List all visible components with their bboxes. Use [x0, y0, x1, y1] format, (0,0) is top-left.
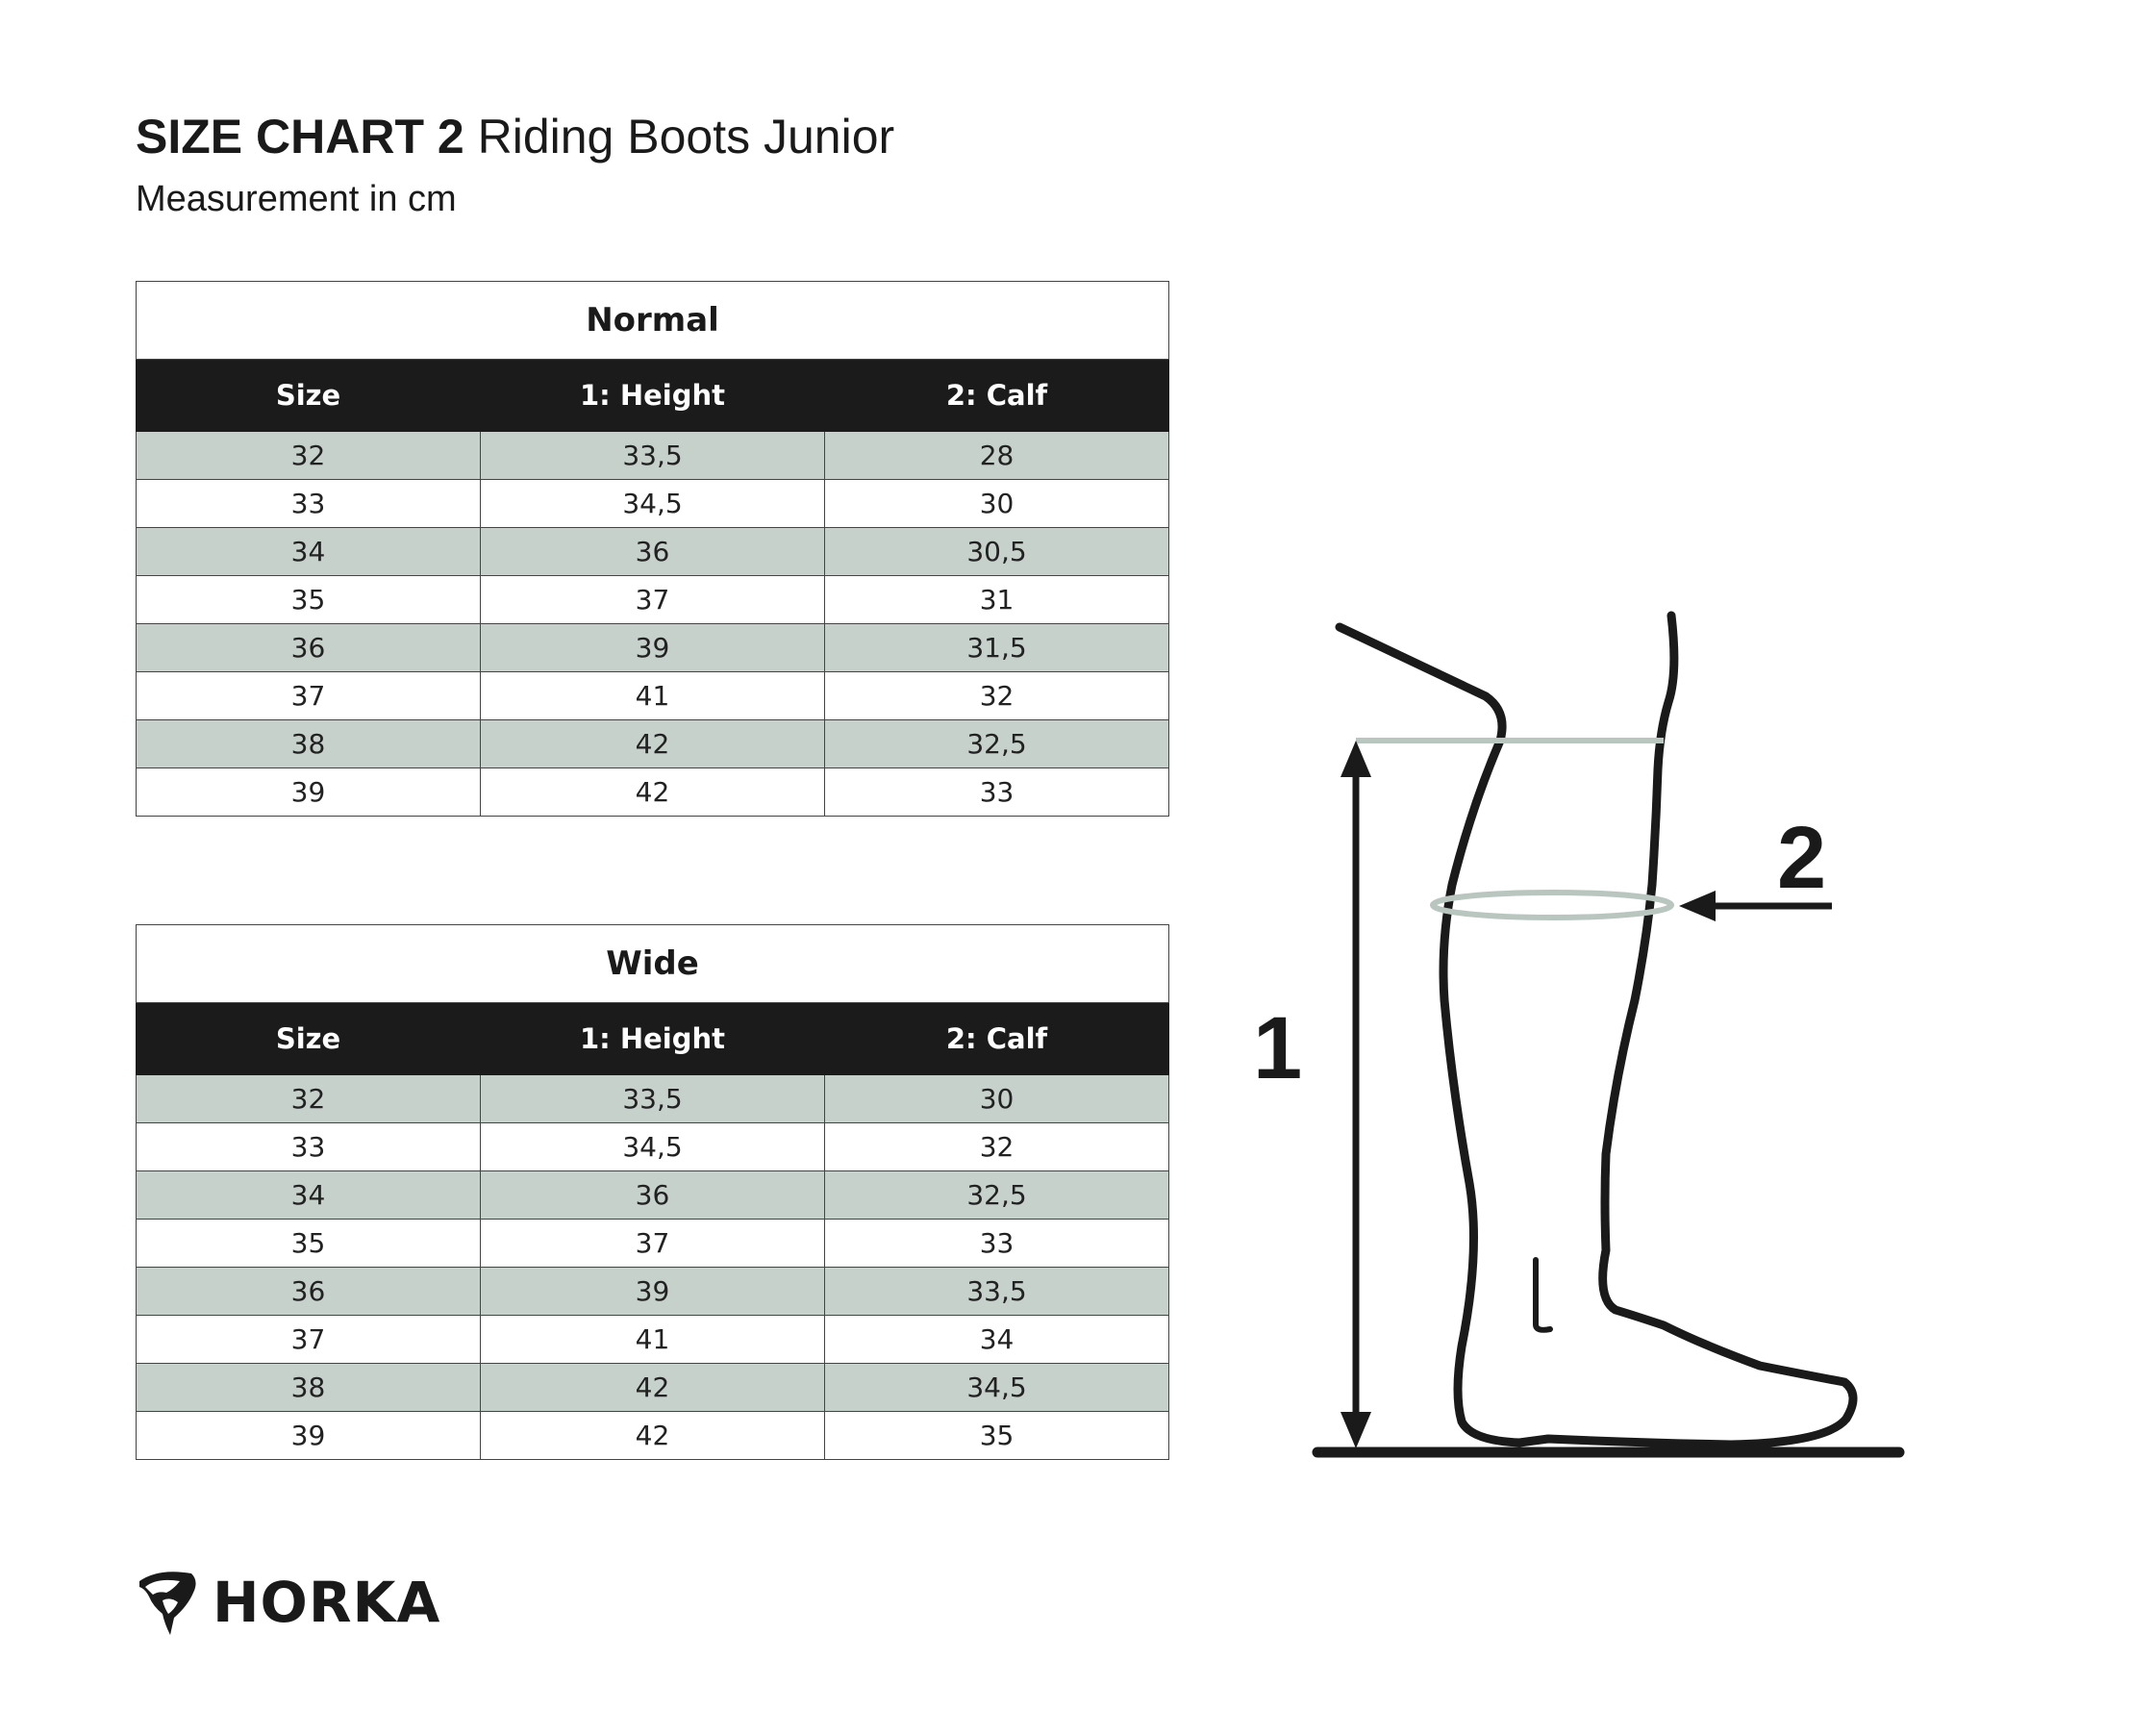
ankle-mark [1536, 1260, 1550, 1330]
column-header-height: 1: Height [481, 1003, 825, 1075]
cell-calf: 32,5 [825, 720, 1169, 768]
calf-arrow-head [1679, 891, 1716, 921]
cell-height: 36 [481, 528, 825, 576]
cell-size: 34 [137, 1171, 481, 1220]
size-table-normal [136, 281, 1169, 817]
column-header-size: Size [137, 360, 481, 432]
calf-ring [1433, 893, 1671, 918]
table-row [137, 1123, 1169, 1171]
column-header-calf: 2: Calf [825, 360, 1169, 432]
cell-height: 42 [481, 1412, 825, 1460]
cell-size: 34 [137, 528, 481, 576]
cell-size: 38 [137, 720, 481, 768]
cell-height: 33,5 [481, 1075, 825, 1123]
table-row [137, 1075, 1169, 1123]
table-row [137, 1220, 1169, 1268]
cell-calf: 33 [825, 768, 1169, 817]
cell-height: 42 [481, 720, 825, 768]
column-header-height: 1: Height [481, 360, 825, 432]
cell-size: 38 [137, 1364, 481, 1412]
cell-height: 42 [481, 1364, 825, 1412]
cell-height: 42 [481, 768, 825, 817]
title-bold: SIZE CHART 2 [136, 110, 464, 164]
leg-measurement-diagram [1269, 577, 1923, 1481]
cell-size: 33 [137, 480, 481, 528]
height-label: 1 [1253, 999, 1303, 1097]
cell-height: 34,5 [481, 1123, 825, 1171]
table-row [137, 480, 1169, 528]
table-row [137, 576, 1169, 624]
height-arrow-head-up [1341, 741, 1371, 777]
cell-height: 36 [481, 1171, 825, 1220]
height-arrow-head-down [1341, 1412, 1371, 1448]
table-row [137, 672, 1169, 720]
cell-size: 36 [137, 624, 481, 672]
cell-calf: 32 [825, 1123, 1169, 1171]
cell-calf: 30 [825, 1075, 1169, 1123]
cell-height: 39 [481, 1268, 825, 1316]
cell-calf: 34 [825, 1316, 1169, 1364]
brand-logo [136, 1568, 440, 1637]
cell-height: 41 [481, 1316, 825, 1364]
cell-calf: 31,5 [825, 624, 1169, 672]
cell-size: 37 [137, 672, 481, 720]
column-header-calf: 2: Calf [825, 1003, 1169, 1075]
cell-height: 41 [481, 672, 825, 720]
cell-calf: 32,5 [825, 1171, 1169, 1220]
table-caption: Wide [137, 925, 1169, 1003]
cell-calf: 30,5 [825, 528, 1169, 576]
table-row [137, 1364, 1169, 1412]
table-row [137, 768, 1169, 817]
page-subtitle: Measurement in cm [136, 179, 457, 219]
cell-calf: 30 [825, 480, 1169, 528]
brand-name: HORKA [213, 1570, 441, 1635]
cell-size: 37 [137, 1316, 481, 1364]
column-header-size: Size [137, 1003, 481, 1075]
cell-height: 33,5 [481, 432, 825, 480]
table-row [137, 1268, 1169, 1316]
table-row [137, 1412, 1169, 1460]
size-table-wide [136, 924, 1169, 1460]
calf-label: 2 [1777, 809, 1827, 907]
table-row [137, 432, 1169, 480]
cell-size: 35 [137, 1220, 481, 1268]
cell-calf: 31 [825, 576, 1169, 624]
page-title [136, 108, 894, 165]
table-row [137, 720, 1169, 768]
cell-calf: 32 [825, 672, 1169, 720]
cell-calf: 34,5 [825, 1364, 1169, 1412]
cell-size: 39 [137, 768, 481, 817]
table-row [137, 624, 1169, 672]
cell-calf: 35 [825, 1412, 1169, 1460]
title-product: Riding Boots Junior [477, 110, 895, 164]
cell-size: 39 [137, 1412, 481, 1460]
table-row [137, 1316, 1169, 1364]
cell-size: 35 [137, 576, 481, 624]
cell-height: 39 [481, 624, 825, 672]
cell-size: 32 [137, 1075, 481, 1123]
table-row [137, 1171, 1169, 1220]
cell-size: 32 [137, 432, 481, 480]
table-caption: Normal [137, 282, 1169, 360]
cell-calf: 33 [825, 1220, 1169, 1268]
cell-calf: 28 [825, 432, 1169, 480]
table-row [137, 528, 1169, 576]
cell-height: 37 [481, 576, 825, 624]
cell-height: 34,5 [481, 480, 825, 528]
cell-height: 37 [481, 1220, 825, 1268]
cell-size: 36 [137, 1268, 481, 1316]
horse-head-icon [136, 1568, 199, 1637]
cell-size: 33 [137, 1123, 481, 1171]
cell-calf: 33,5 [825, 1268, 1169, 1316]
